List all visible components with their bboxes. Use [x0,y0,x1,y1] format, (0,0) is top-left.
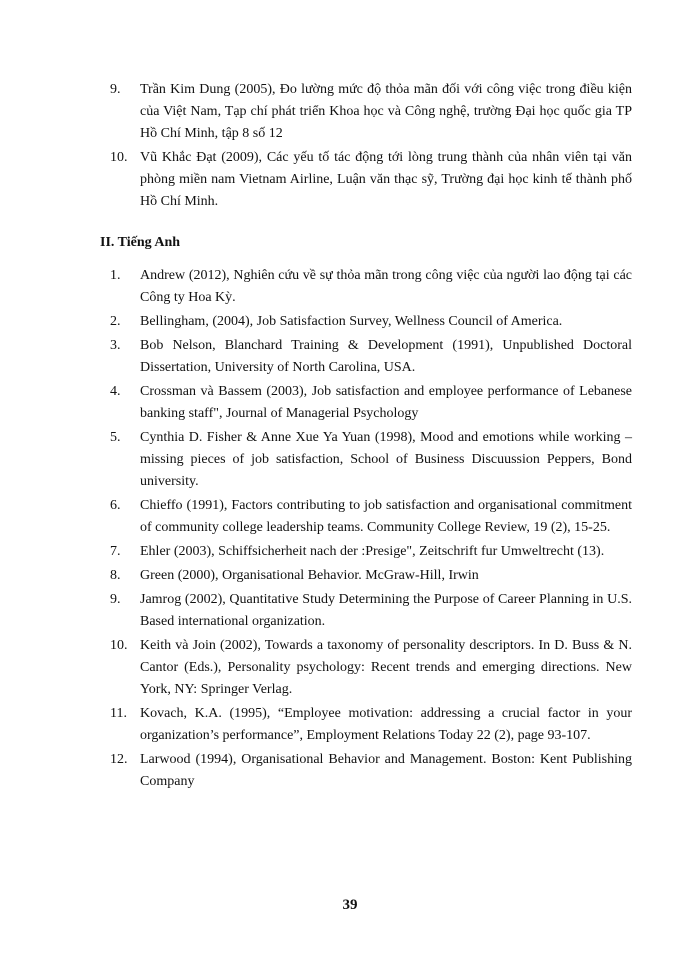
reference-number: 4. [110,384,121,399]
reference-item [110,265,632,309]
reference-number: 12. [110,752,128,767]
english-reference-list [110,265,632,795]
reference-item [110,147,632,213]
reference-text: Jamrog (2002), Quantitative Study Determining the Purpose of Career Planning in U.S. Based international organization. [140,592,632,629]
reference-text: Ehler (2003), Schiffsicherheit nach der :Presige", Zeitschrift fur Umweltrecht (13). [140,544,605,559]
reference-item [110,749,632,793]
reference-item [110,635,632,701]
reference-number: 11. [110,706,127,721]
reference-number: 10. [110,638,128,653]
reference-text: Trần Kim Dung (2005), Đo lường mức độ thỏa mãn đối với công việc trong điều kiện của Việt Nam, Tạp chí phát triển Khoa học và Công nghệ, trường Đại học quốc gia TP Hồ Chí Minh, tập 8 số 12 [140,82,632,141]
reference-text: Larwood (1994), Organisational Behavior and Management. Boston: Kent Publishing Company [140,752,632,789]
reference-text: Vũ Khắc Đạt (2009), Các yếu tố tác động tới lòng trung thành của nhân viên tại văn phòng miền nam Vietnam Airline, Luận văn thạc sỹ, Trường đại học kinh tế thành phố Hồ Chí Minh. [140,150,632,209]
reference-item [110,703,632,747]
reference-number: 2. [110,314,121,329]
reference-item [110,79,632,145]
reference-text: Bellingham, (2004), Job Satisfaction Survey, Wellness Council of America. [140,314,563,329]
reference-number: 10. [110,150,128,165]
reference-number: 6. [110,498,121,513]
reference-text: Green (2000), Organisational Behavior. McGraw-Hill, Irwin [140,568,479,583]
reference-text: Cynthia D. Fisher & Anne Xue Ya Yuan (1998), Mood and emotions while working – missing pieces of job satisfaction, School of Business Discuussion Peppers, Bond university. [140,430,632,489]
reference-text: Crossman và Bassem (2003), Job satisfaction and employee performance of Lebanese banking staff", Journal of Managerial Psychology [140,384,632,421]
reference-item [110,427,632,493]
reference-number: 1. [110,268,121,283]
reference-text: Andrew (2012), Nghiên cứu về sự thỏa mãn trong công việc của người lao động tại các Công ty Hoa Kỳ. [140,268,632,305]
reference-item [110,589,632,633]
reference-item [110,541,632,563]
reference-number: 3. [110,338,121,353]
reference-number: 9. [110,82,121,97]
reference-item [110,311,632,333]
vietnamese-reference-list [110,79,632,215]
reference-text: Keith và Join (2002), Towards a taxonomy of personality descriptors. In D. Buss & N. Cantor (Eds.), Personality psychology: Recent trends and emerging directions. New York, NY: Springer Verlag. [140,638,632,697]
reference-text: Bob Nelson, Blanchard Training & Development (1991), Unpublished Doctoral Dissertation, University of North Carolina, USA. [140,338,632,375]
reference-number: 8. [110,568,121,583]
reference-item [110,335,632,379]
reference-number: 5. [110,430,121,445]
section-heading: II. Tiếng Anh [100,235,181,250]
page-number: 39 [342,897,358,913]
reference-text: Chieffo (1991), Factors contributing to job satisfaction and organisational commitment of community college leadership teams. Community College Review, 19 (2), 15-25. [140,498,632,535]
reference-number: 7. [110,544,121,559]
reference-item [110,565,632,587]
reference-number: 9. [110,592,121,607]
reference-text: Kovach, K.A. (1995), “Employee motivation: addressing a crucial factor in your organization’s performance”, Employment Relations Today 22 (2), page 93-107. [140,706,632,743]
reference-item [110,495,632,539]
reference-item [110,381,632,425]
